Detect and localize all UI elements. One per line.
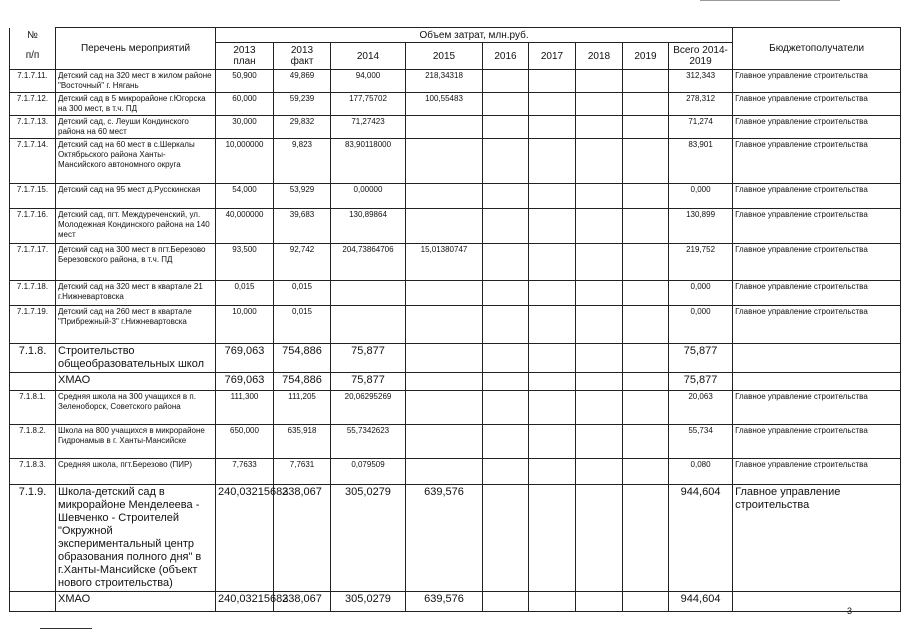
row-value (623, 592, 669, 612)
row-value: 111,300 (216, 391, 274, 425)
top-rule (700, 0, 840, 1)
row-number: 7.1.7.16. (10, 209, 56, 244)
row-total: 278,312 (669, 93, 733, 116)
row-total: 55,734 (669, 425, 733, 459)
row-total: 20,063 (669, 391, 733, 425)
row-value (483, 209, 529, 244)
row-number: 7.1.8.2. (10, 425, 56, 459)
header-year-7 (623, 43, 669, 70)
row-name: Школа-детский сад в микрорайоне Менделеева - Шевченко - Строителей "Окружной экспериментальный центр образования полного дня" в г.Ханты-Мансийске (объект нового строительства) (56, 485, 216, 592)
row-value: 177,75702 (331, 93, 406, 116)
row-value (623, 116, 669, 139)
row-name: Детский сад, с. Леуши Кондинского района на 60 мест (56, 116, 216, 139)
row-value: 635,918 (274, 425, 331, 459)
row-value (406, 184, 483, 209)
table-row (10, 592, 901, 612)
header-year-6 (576, 43, 623, 70)
row-value (406, 139, 483, 184)
row-name: Школа на 800 учащихся в микрорайоне Гидронамыв в г. Ханты-Мансийске (56, 425, 216, 459)
row-value: 53,929 (274, 184, 331, 209)
row-value: 40,000000 (216, 209, 274, 244)
table-row (10, 425, 901, 459)
row-value (529, 244, 576, 281)
row-value (406, 459, 483, 485)
row-value (576, 116, 623, 139)
row-value (406, 306, 483, 344)
row-value: 20,06295269 (331, 391, 406, 425)
row-value (576, 459, 623, 485)
row-total: 0,000 (669, 306, 733, 344)
row-value (483, 373, 529, 391)
row-number: 7.1.7.17. (10, 244, 56, 281)
row-number: 7.1.7.11. (10, 70, 56, 93)
row-value (623, 391, 669, 425)
row-number (10, 373, 56, 391)
header-year-sub: план (233, 56, 256, 67)
row-value: 111,205 (274, 391, 331, 425)
row-value: 50,900 (216, 70, 274, 93)
row-name: Средняя школа на 300 учащихся в п. Зеленоборск, Советского района (56, 391, 216, 425)
header-year-5 (529, 43, 576, 70)
table-row (10, 244, 901, 281)
row-name: Детский сад на 320 мест в квартале 21 г.Нижневартовска (56, 281, 216, 306)
row-value (529, 139, 576, 184)
row-value (623, 139, 669, 184)
header-year-label: 2016 (494, 50, 517, 62)
row-value: 7,7631 (274, 459, 331, 485)
header-pp: п/п (10, 43, 56, 70)
header-year-3 (406, 43, 483, 70)
row-value: 305,0279 (331, 592, 406, 612)
row-recipient: Главное управление строительства (733, 70, 901, 93)
row-value: 30,000 (216, 116, 274, 139)
row-value: 0,079509 (331, 459, 406, 485)
row-total: 944,604 (669, 592, 733, 612)
row-value (483, 485, 529, 592)
row-name: ХМАО (56, 592, 216, 612)
header-year-1 (274, 43, 331, 70)
table-row (10, 209, 901, 244)
row-value (406, 425, 483, 459)
header-year-label: 2015 (432, 50, 456, 62)
row-value: 0,015 (216, 281, 274, 306)
row-value (483, 391, 529, 425)
row-total: 312,343 (669, 70, 733, 93)
table-row (10, 344, 901, 373)
table-row (10, 306, 901, 344)
row-value: 92,742 (274, 244, 331, 281)
row-recipient: Главное управление строительства (733, 391, 901, 425)
row-value (406, 344, 483, 373)
row-recipient: Главное управление строительства (733, 485, 901, 592)
row-value: 54,000 (216, 184, 274, 209)
row-value (623, 459, 669, 485)
row-value: 650,000 (216, 425, 274, 459)
row-total: 944,604 (669, 485, 733, 592)
row-value (623, 209, 669, 244)
table-row (10, 459, 901, 485)
row-value (529, 93, 576, 116)
row-value: 769,063 (216, 344, 274, 373)
row-value (576, 485, 623, 592)
table-row (10, 281, 901, 306)
row-value (406, 391, 483, 425)
row-value (623, 70, 669, 93)
row-recipient: Главное управление строительства (733, 184, 901, 209)
row-value (529, 209, 576, 244)
row-value: 204,73864706 (331, 244, 406, 281)
row-value (576, 184, 623, 209)
table-row (10, 184, 901, 209)
table-row (10, 391, 901, 425)
row-value: 93,500 (216, 244, 274, 281)
row-value (529, 592, 576, 612)
row-name: Детский сад на 60 мест в с.Шеркалы Октябрьского района Ханты-Мансийского автономного округа (56, 139, 216, 184)
row-name: Детский сад на 320 мест в жилом районе "Восточный" г. Нягань (56, 70, 216, 93)
row-recipient (733, 592, 901, 612)
row-value: 0,015 (274, 281, 331, 306)
row-value: 238,067 (274, 592, 331, 612)
row-value (483, 592, 529, 612)
row-value (406, 373, 483, 391)
row-value (576, 93, 623, 116)
row-value (576, 244, 623, 281)
row-total: 0,080 (669, 459, 733, 485)
row-value: 94,000 (331, 70, 406, 93)
row-value (529, 425, 576, 459)
row-value (529, 373, 576, 391)
row-number: 7.1.7.19. (10, 306, 56, 344)
row-recipient: Главное управление строительства (733, 459, 901, 485)
row-value (576, 592, 623, 612)
row-value (623, 344, 669, 373)
header-volume: Объем затрат, млн.руб. (216, 28, 733, 43)
row-number: 7.1.8.1. (10, 391, 56, 425)
row-value (483, 116, 529, 139)
row-total: 0,000 (669, 281, 733, 306)
row-value: 71,27423 (331, 116, 406, 139)
row-number: 7.1.7.18. (10, 281, 56, 306)
row-recipient: Главное управление строительства (733, 209, 901, 244)
row-value: 39,683 (274, 209, 331, 244)
row-value (331, 281, 406, 306)
header-list: Перечень мероприятий (56, 28, 216, 70)
row-total: 75,877 (669, 344, 733, 373)
row-value: 240,03215683 (216, 485, 274, 592)
header-year-label: 2013 (290, 45, 314, 56)
row-value (483, 139, 529, 184)
header-year-sub: факт (290, 56, 314, 67)
row-name: Детский сад в 5 микрорайоне г.Югорска на 300 мест, в т.ч. ПД (56, 93, 216, 116)
row-value (483, 281, 529, 306)
row-recipient: Главное управление строительства (733, 139, 901, 184)
row-value: 238,067 (274, 485, 331, 592)
row-value (623, 485, 669, 592)
row-value: 60,000 (216, 93, 274, 116)
row-value (406, 209, 483, 244)
row-value: 754,886 (274, 344, 331, 373)
row-value: 49,869 (274, 70, 331, 93)
row-value: 29,832 (274, 116, 331, 139)
row-value: 75,877 (331, 373, 406, 391)
row-value (623, 184, 669, 209)
bottom-rule (40, 628, 92, 629)
header-year-4 (483, 43, 529, 70)
row-value (529, 344, 576, 373)
row-value (406, 116, 483, 139)
page-number: 3 (847, 606, 853, 616)
row-recipient: Главное управление строительства (733, 425, 901, 459)
row-number: 7.1.8. (10, 344, 56, 373)
header-year-2 (331, 43, 406, 70)
header-year-0 (216, 43, 274, 70)
row-value (576, 281, 623, 306)
row-total: 0,000 (669, 184, 733, 209)
header-year-label: 2013 (233, 45, 256, 56)
row-name: Детский сад на 95 мест д.Русскинская (56, 184, 216, 209)
row-total: 71,274 (669, 116, 733, 139)
row-value (623, 373, 669, 391)
row-number: 7.1.9. (10, 485, 56, 592)
row-value: 7,7633 (216, 459, 274, 485)
row-name: Средняя школа, пгт.Березово (ПИР) (56, 459, 216, 485)
row-recipient: Главное управление строительства (733, 116, 901, 139)
row-value (483, 425, 529, 459)
row-value: 240,03215683 (216, 592, 274, 612)
row-number: 7.1.7.15. (10, 184, 56, 209)
row-name: Детский сад на 260 мест в квартале "Прибрежный-3" г.Нижневартовска (56, 306, 216, 344)
row-value: 218,34318 (406, 70, 483, 93)
row-number: 7.1.8.3. (10, 459, 56, 485)
row-recipient (733, 373, 901, 391)
table-row (10, 70, 901, 93)
row-value: 639,576 (406, 485, 483, 592)
row-value: 59,239 (274, 93, 331, 116)
row-value (576, 70, 623, 93)
row-value (576, 391, 623, 425)
row-recipient: Главное управление строительства (733, 281, 901, 306)
row-value (483, 184, 529, 209)
row-value (529, 306, 576, 344)
row-value (576, 209, 623, 244)
row-value: 305,0279 (331, 485, 406, 592)
row-value: 55,7342623 (331, 425, 406, 459)
row-value (483, 70, 529, 93)
row-number (10, 592, 56, 612)
row-value: 10,000000 (216, 139, 274, 184)
row-value (331, 306, 406, 344)
row-recipient: Главное управление строительства (733, 93, 901, 116)
row-recipient: Главное управление строительства (733, 306, 901, 344)
row-value (623, 306, 669, 344)
header-year-label: 2017 (540, 50, 564, 62)
row-total: 83,901 (669, 139, 733, 184)
row-value: 100,55483 (406, 93, 483, 116)
row-value: 0,00000 (331, 184, 406, 209)
row-value (483, 244, 529, 281)
row-value (483, 306, 529, 344)
row-value: 769,063 (216, 373, 274, 391)
table-row (10, 116, 901, 139)
expenditure-table (9, 27, 901, 612)
row-value (623, 244, 669, 281)
row-value: 754,886 (274, 373, 331, 391)
header-year-label: 2019 (634, 50, 657, 62)
row-number: 7.1.7.13. (10, 116, 56, 139)
row-value: 83,90118000 (331, 139, 406, 184)
header-year-label: 2014 (356, 50, 380, 62)
row-value (623, 281, 669, 306)
row-total: 130,899 (669, 209, 733, 244)
row-value: 10,000 (216, 306, 274, 344)
row-value (529, 459, 576, 485)
row-value: 0,015 (274, 306, 331, 344)
row-value (576, 306, 623, 344)
table-row (10, 485, 901, 592)
header-recipients: Бюджетополучатели (733, 28, 901, 70)
row-value (576, 344, 623, 373)
row-value (483, 93, 529, 116)
row-name: ХМАО (56, 373, 216, 391)
header-num: № (10, 28, 56, 43)
table-row (10, 373, 901, 391)
table-row (10, 139, 901, 184)
row-value (529, 70, 576, 93)
row-value (576, 425, 623, 459)
row-value (529, 391, 576, 425)
row-value: 9,823 (274, 139, 331, 184)
row-number: 7.1.7.14. (10, 139, 56, 184)
row-value (483, 344, 529, 373)
row-name: Детский сад на 300 мест в пгт.Березово Березовского района, в т.ч. ПД (56, 244, 216, 281)
row-value (529, 116, 576, 139)
row-value (576, 373, 623, 391)
row-total: 219,752 (669, 244, 733, 281)
table-row (10, 93, 901, 116)
header-total: Всего 2014-2019 (669, 43, 733, 70)
row-name: Строительство общеобразовательных школ (56, 344, 216, 373)
row-value (623, 425, 669, 459)
row-value (576, 139, 623, 184)
row-value (406, 281, 483, 306)
row-number: 7.1.7.12. (10, 93, 56, 116)
row-value: 15,01380747 (406, 244, 483, 281)
row-value (529, 184, 576, 209)
row-recipient: Главное управление строительства (733, 244, 901, 281)
header-year-label: 2018 (587, 50, 611, 62)
row-name: Детский сад, пгт. Междуреченский, ул. Молодежная Кондинского района на 140 мест (56, 209, 216, 244)
row-value: 75,877 (331, 344, 406, 373)
row-value (623, 93, 669, 116)
row-value: 639,576 (406, 592, 483, 612)
row-recipient (733, 344, 901, 373)
row-value (483, 459, 529, 485)
row-value (529, 281, 576, 306)
row-value: 130,89864 (331, 209, 406, 244)
row-total: 75,877 (669, 373, 733, 391)
row-value (529, 485, 576, 592)
